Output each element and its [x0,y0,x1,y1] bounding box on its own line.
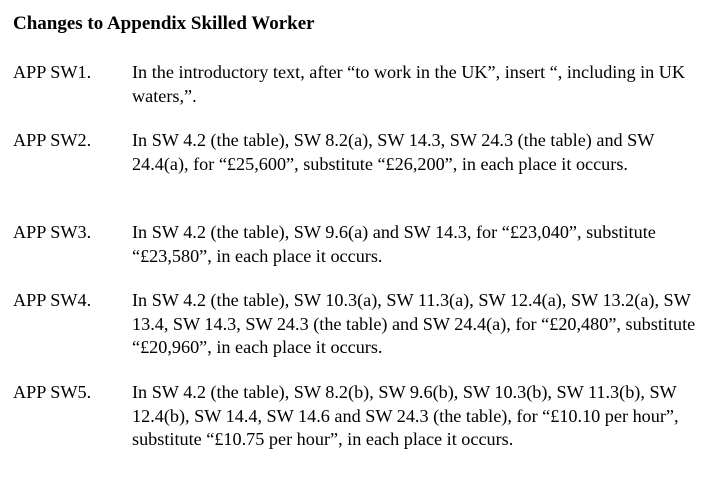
paragraph-app-sw1 [13,61,703,108]
paragraph-app-sw5 [13,381,703,452]
paragraph-number: APP SW2. [13,130,92,150]
paragraph-text: In SW 4.2 (the table), SW 8.2(a), SW 14.3, SW 24.3 (the table) and SW 24.4(a), for “£25,600”, substitute “£26,200”, in each place it occurs. [132,130,655,174]
paragraph-text: In SW 4.2 (the table), SW 8.2(b), SW 9.6(b), SW 10.3(b), SW 11.3(b), SW 12.4(b), SW 14.4, SW 14.6 and SW 24.3 (the table), for “£10.10 per hour”, substitute “£10.75 per hour”, in each place it occurs. [132,382,679,449]
paragraph-number: APP SW5. [13,382,92,402]
paragraph-app-sw4 [13,289,703,360]
section-heading: Changes to Appendix Skilled Worker [13,13,315,34]
paragraph-text: In SW 4.2 (the table), SW 9.6(a) and SW 14.3, for “£23,040”, substitute “£23,580”, in each place it occurs. [132,222,656,266]
paragraph-number: APP SW4. [13,290,92,310]
paragraph-app-sw3 [13,221,703,268]
paragraph-text: In SW 4.2 (the table), SW 10.3(a), SW 11.3(a), SW 12.4(a), SW 13.2(a), SW 13.4, SW 14.3, SW 24.3 (the table) and SW 24.4(a), for “£20,480”, substitute “£20,960”, in each place it occurs. [132,290,696,357]
paragraph-number: APP SW3. [13,222,92,242]
paragraph-app-sw2 [13,129,703,176]
paragraph-text: In the introductory text, after “to work in the UK”, insert “, including in UK waters,”. [132,62,686,106]
paragraph-number: APP SW1. [13,62,92,82]
